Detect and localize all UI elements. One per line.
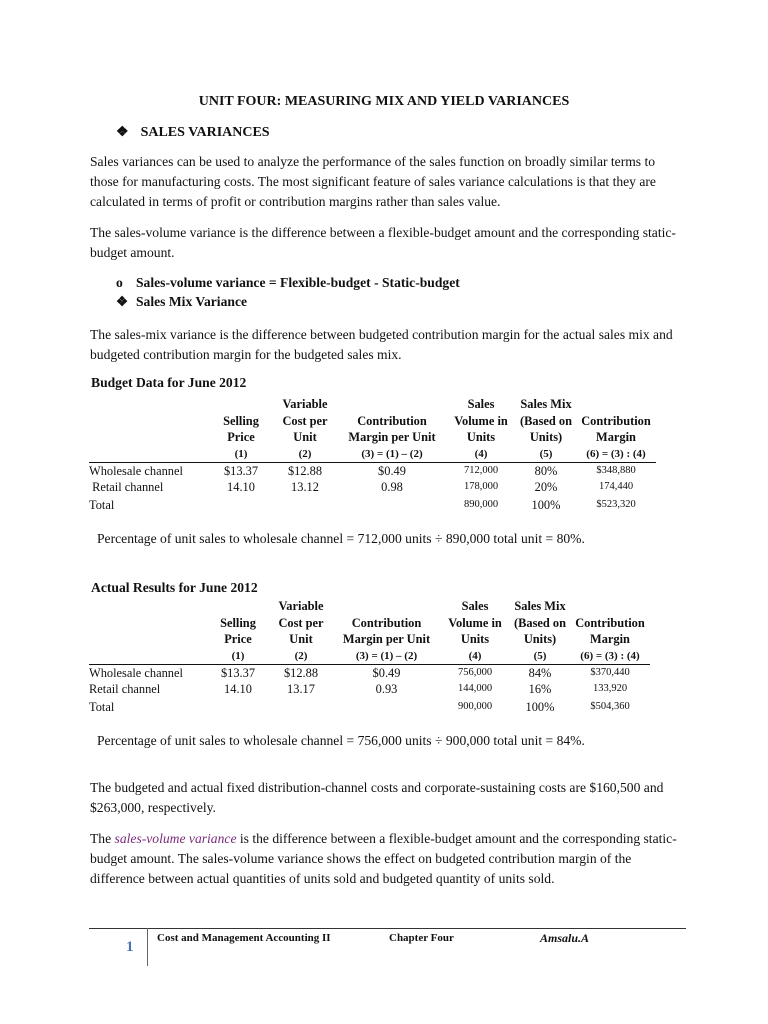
footer-author-signature: Amsalu.A (540, 931, 590, 945)
table-header-row (89, 615, 650, 632)
table-header-cell: (3) = (1) – (2) (338, 446, 446, 463)
actual-percentage-note: Percentage of unit sales to wholesale channel = 756,000 units ÷ 900,000 total unit = 84%. (97, 733, 585, 748)
table-header-cell: (6) = (3) : (4) (570, 648, 650, 665)
table-header-cell: Cost per (282, 413, 328, 428)
table-header-cell (89, 631, 207, 648)
table-cell (272, 495, 338, 515)
table-cell: 174,440 (598, 481, 634, 492)
table-cell: 14.10 (224, 682, 252, 696)
table-header-cell: Contribution (581, 413, 651, 428)
table-cell (207, 697, 269, 717)
table-header-cell: (4) (446, 446, 516, 463)
sales-volume-variance-term: sales-volume variance (114, 831, 237, 846)
table-header-row (89, 413, 656, 430)
table-header-cell: Selling (223, 413, 259, 428)
table-cell: 0.93 (375, 682, 398, 696)
table-header-cell: (1) (207, 648, 269, 665)
paragraph-sales-volume: The sales-volume variance is the difference between a flexible-budget amount and the corresponding static-budget amount. (90, 225, 676, 260)
table-header-cell: Price (227, 430, 255, 444)
para5-prefix: The (90, 831, 115, 846)
bullet-sales-mix (116, 294, 247, 310)
table-cell: 756,000 (457, 667, 493, 678)
diamond-bullet-icon: ❖ (116, 125, 129, 140)
table-header-cell: Units) (529, 430, 563, 444)
budget-data-table (89, 396, 656, 515)
table-header-cell: Contribution (351, 615, 422, 630)
table-header-cell: Margin (590, 632, 630, 646)
table-header-cell: Units (466, 430, 496, 444)
table-cell: $13.37 (220, 666, 256, 680)
table-header-cell (207, 598, 269, 615)
table-header-row (89, 429, 656, 446)
table-cell: 84% (528, 666, 552, 680)
table-cell: $348,880 (596, 465, 636, 476)
table-header-cell: Variable (278, 599, 324, 613)
table-header-cell: (5) (516, 446, 576, 463)
table-row-label: Total (89, 700, 115, 714)
table-header-row (89, 648, 650, 665)
table-header-cell: (4) (440, 648, 510, 665)
table-row-label: Total (89, 498, 115, 512)
table-cell (269, 697, 333, 717)
table-header-row (89, 396, 656, 413)
table-header-cell: Contribution (357, 413, 427, 428)
bullet-sales-mix-text: Sales Mix Variance (136, 294, 248, 309)
table-row-label: Retail channel (89, 682, 161, 696)
table-header-cell (576, 396, 656, 413)
table-cell: 144,000 (457, 683, 493, 694)
paragraph-sales-volume-detail (90, 829, 678, 889)
table-header-cell: Unit (289, 632, 313, 646)
table-row (89, 463, 656, 480)
table-header-cell: Units (460, 632, 490, 646)
table-cell: 133,920 (592, 683, 628, 694)
para5-rest: is the difference between a flexible-budget amount and the corresponding static-budget amount. The sales-volume variance shows the effect on budgeted contribution margin of the difference between actual quantities of units sold and budgeted quantity of units sold. (90, 831, 677, 886)
table-header-cell (570, 598, 650, 615)
table-header-cell: Selling (220, 615, 256, 630)
table-header-cell (333, 598, 440, 615)
table-header-cell: Cost per (278, 615, 324, 630)
table-header-cell (89, 446, 210, 463)
actual-results-table (89, 598, 650, 717)
table-cell: $504,360 (590, 701, 630, 712)
table-row-label: Retail channel (89, 480, 164, 494)
table-cell: $0.49 (372, 666, 401, 680)
table-header-cell: (2) (272, 446, 338, 463)
table-header-cell: Sales Mix (520, 397, 572, 411)
table-header-cell: (2) (269, 648, 333, 665)
table-header-cell: Volume in (454, 413, 508, 428)
section-heading (116, 124, 270, 141)
actual-caption: Actual Results for June 2012 (91, 580, 258, 595)
table-cell: 100% (531, 498, 561, 512)
table-cell: 14.10 (227, 480, 255, 494)
footer-separator (147, 928, 148, 966)
table-cell: 13.12 (291, 480, 319, 494)
table-row (89, 495, 656, 515)
table-cell: 100% (525, 700, 555, 714)
table-row-label: Wholesale channel (89, 464, 183, 478)
paragraph-sales-mix: The sales-mix variance is the difference between budgeted contribution margin for the actual sales mix and budgeted contribution margin for the budgeted sales mix. (90, 327, 673, 362)
table-cell: $12.88 (283, 666, 319, 680)
table-header-cell: Volume in (448, 615, 502, 630)
table-header-cell (89, 413, 210, 430)
table-header-cell: Sales (467, 397, 495, 411)
table-cell: $370,440 (590, 667, 630, 678)
table-header-cell: (Based on (514, 615, 566, 630)
table-cell: 712,000 (463, 465, 499, 476)
table-cell: 890,000 (463, 499, 499, 510)
table-header-row (89, 446, 656, 463)
table-row-label: Wholesale channel (89, 666, 183, 680)
diamond-bullet-icon: ❖ (116, 294, 129, 309)
paragraph-fixed-costs: The budgeted and actual fixed distribution-channel costs and corporate-sustaining costs are $160,500 and $263,000, respectively. (90, 780, 664, 815)
table-header-cell: Unit (293, 430, 317, 444)
table-cell: 900,000 (457, 701, 493, 712)
table-cell: $12.88 (287, 464, 323, 478)
table-header-cell: (3) = (1) – (2) (333, 648, 440, 665)
table-row (89, 681, 650, 697)
table-header-cell: Price (224, 632, 252, 646)
table-header-cell: (Based on (520, 413, 572, 428)
footer-rule (89, 928, 686, 929)
budget-percentage-note: Percentage of unit sales to wholesale channel = 712,000 units ÷ 890,000 total unit = 80%. (97, 531, 585, 546)
table-header-row (89, 631, 650, 648)
circle-bullet-icon: o (116, 275, 123, 290)
table-cell: 13.17 (287, 682, 315, 696)
table-header-cell (338, 396, 446, 413)
footer-chapter: Chapter Four (389, 932, 454, 944)
table-row (89, 479, 656, 495)
table-header-cell: Variable (282, 397, 328, 411)
section-heading-text: SALES VARIANCES (140, 125, 270, 140)
table-cell: 20% (534, 480, 558, 494)
table-cell: $13.37 (223, 464, 259, 478)
table-header-cell (89, 648, 207, 665)
table-cell: $0.49 (378, 464, 406, 478)
table-header-cell: Units) (523, 632, 557, 646)
footer-course: Cost and Management Accounting II (157, 932, 331, 944)
table-header-cell (89, 429, 210, 446)
table-header-cell: (5) (510, 648, 570, 665)
table-header-cell (89, 615, 207, 632)
table-header-cell: Margin per Unit (342, 632, 431, 646)
table-header-cell: Contribution (575, 615, 645, 630)
page-number: 1 (126, 939, 134, 955)
table-header-cell: (1) (210, 446, 272, 463)
table-header-cell: Sales (461, 599, 489, 613)
table-cell (210, 495, 272, 515)
table-row (89, 665, 650, 682)
table-cell: 80% (534, 464, 558, 478)
bullet-sales-volume-formula (116, 275, 460, 291)
page-title: UNIT FOUR: MEASURING MIX AND YIELD VARIANCES (198, 94, 570, 109)
table-cell: 0.98 (381, 480, 403, 494)
table-row (89, 697, 650, 717)
table-header-cell: Sales Mix (514, 599, 566, 613)
table-header-cell (210, 396, 272, 413)
table-header-cell (89, 396, 210, 413)
table-header-cell (89, 598, 207, 615)
budget-caption: Budget Data for June 2012 (91, 375, 247, 390)
table-cell (333, 697, 440, 717)
paragraph-intro: Sales variances can be used to analyze the performance of the sales function on broadly similar terms to those for manufacturing costs. The most significant feature of sales variance calculations is that they are calculated in terms of profit or contribution margins rather than sales value. (90, 154, 656, 209)
table-header-row (89, 598, 650, 615)
table-header-cell: (6) = (3) : (4) (576, 446, 656, 463)
table-header-cell: Margin per Unit (348, 430, 436, 444)
table-cell: 178,000 (463, 481, 499, 492)
table-cell: $523,320 (596, 499, 636, 510)
table-cell (338, 495, 446, 515)
bullet-sales-volume-text: Sales-volume variance = Flexible-budget - Static-budget (136, 275, 460, 290)
table-cell: 16% (528, 682, 552, 696)
table-header-cell: Margin (596, 430, 636, 444)
